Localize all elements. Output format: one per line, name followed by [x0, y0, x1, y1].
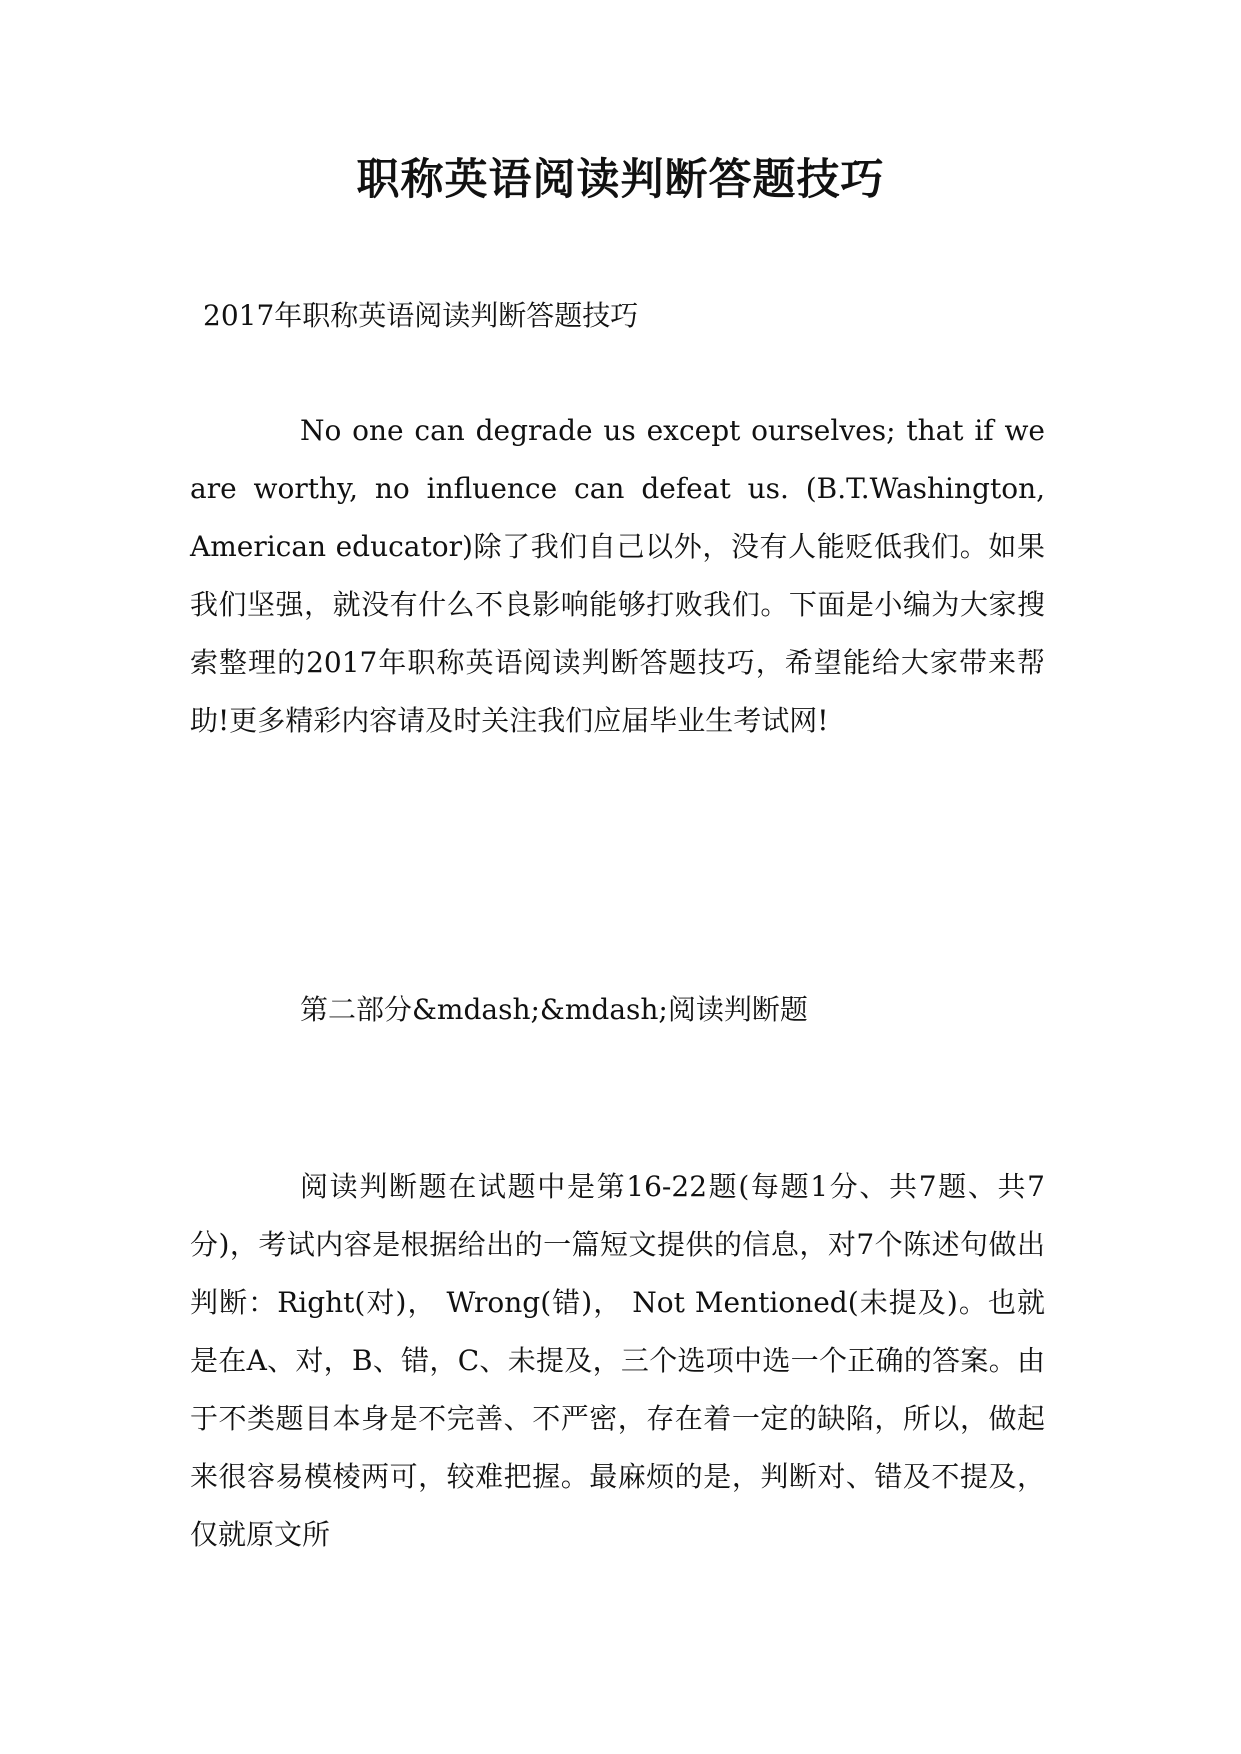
page-title: 职称英语阅读判断答题技巧: [356, 155, 885, 205]
intro-paragraph: No one can degrade us except ourselves; that if we are worthy, no influence can defeat us. (B.T.Washington, American educator)除了我们自己以外，没有人能贬低我们。如果我们坚强，就没有什么不良影响能够打败我们。下面是小编为大家搜索整理的2017年职称英语阅读判断答题技巧，希望能给大家带来帮助!更多精彩内容请及时关注我们应届毕业生考试网!: [190, 414, 1045, 737]
body-paragraph: 阅读判断题在试题中是第16-22题(每题1分、共7题、共7分)，考试内容是根据给出的一篇短文提供的信息，对7个陈述句做出判断：Right(对)， Wrong(错)， Not Mentioned(未提及)。也就是在A、对，B、错，C、未提及，三个选项中选一个正确的答案。由于不类题目本身是不完善、不严密，存在着一定的缺陷，所以，做起来很容易模棱两可，较难把握。最麻烦的是，判断对、错及不提及，仅就原文所: [190, 1170, 1045, 1551]
subtitle: 2017年职称英语阅读判断答题技巧: [203, 299, 639, 332]
section-heading: 第二部分&mdash;&mdash;阅读判断题: [300, 993, 808, 1026]
